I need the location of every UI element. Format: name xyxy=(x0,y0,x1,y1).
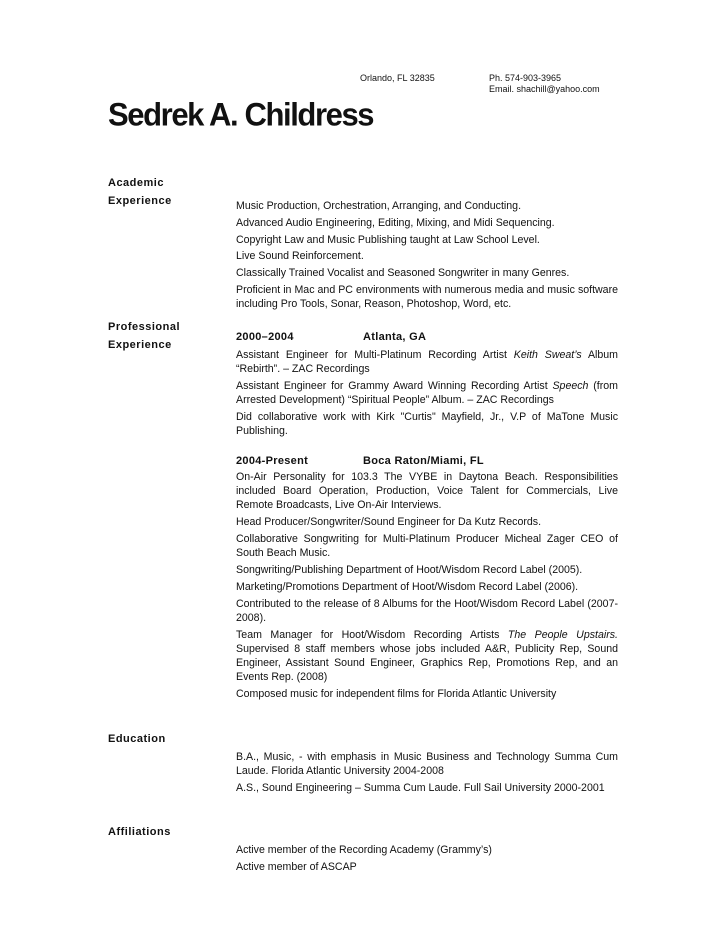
list-item: Marketing/Promotions Department of Hoot/Wisdom Record Label (2006). xyxy=(236,581,579,593)
list-item: Proficient in Mac and PC environments with numerous media and music software including Pro Tools, Sonar, Reason, Photoshop, Word, etc. xyxy=(236,284,618,310)
phone: Ph. 574-903-3965 xyxy=(489,73,562,83)
list-item: Music Production, Orchestration, Arranging, and Conducting. xyxy=(236,200,522,212)
list-item: Songwriting/Publishing Department of Hoot/Wisdom Record Label (2005). xyxy=(236,564,583,576)
job-heading xyxy=(236,454,618,468)
section-label-professional: Professional Experience xyxy=(108,321,181,351)
list-item: Active member of the Recording Academy (Grammy’s) xyxy=(236,844,492,856)
list-item: Team Manager for Hoot/Wisdom Recording Artists The People Upstairs. Supervised 8 staff members whose jobs included A&R, Publicity Rep, Sound Engineer, Assistant Sound Engineer, Graphics Rep, Promotions Rep, and an Events Rep. (2008) xyxy=(236,629,618,683)
list-item: Contributed to the release of 8 Albums for the Hoot/Wisdom Record Label (2007-2008). xyxy=(236,598,618,624)
job-heading xyxy=(236,330,618,344)
email: Email. shachill@yahoo.com xyxy=(489,84,600,94)
job-2000-2004 xyxy=(236,330,618,438)
education-list xyxy=(236,750,618,795)
list-item: Copyright Law and Music Publishing taught at Law School Level. xyxy=(236,234,540,246)
section-label-education: Education xyxy=(108,733,166,745)
job-2004-present xyxy=(236,454,618,701)
list-item: Active member of ASCAP xyxy=(236,861,357,873)
job-dates: 2004-Present xyxy=(236,455,309,467)
list-item: Assistant Engineer for Grammy Award Winning Recording Artist Speech (from Arrested Development) “Spiritual People” Album. – ZAC Recordings xyxy=(236,380,618,406)
section-label-academic: Academic Experience xyxy=(108,177,172,207)
list-item: Composed music for independent films for Florida Atlantic University xyxy=(236,688,557,700)
list-item: A.S., Sound Engineering – Summa Cum Laude. Full Sail University 2000-2001 xyxy=(236,782,605,794)
job-location: Atlanta, GA xyxy=(363,331,427,343)
list-item: Did collaborative work with Kirk "Curtis" Mayfield, Jr., V.P of MaTone Music Publishing. xyxy=(236,411,618,437)
list-item: On-Air Personality for 103.3 The VYBE in Daytona Beach. Responsibilities included Board Operation, Production, Voice Talent for Commercials, Live Remote Broadcasts, Live On-Air Interviews. xyxy=(236,471,618,511)
list-item: Classically Trained Vocalist and Seasoned Songwriter in many Genres. xyxy=(236,267,570,279)
list-item: Live Sound Reinforcement. xyxy=(236,250,364,262)
list-item: Head Producer/Songwriter/Sound Engineer for Da Kutz Records. xyxy=(236,516,542,528)
job-dates: 2000–2004 xyxy=(236,331,294,343)
job-location: Boca Raton/Miami, FL xyxy=(363,455,484,467)
list-item: Advanced Audio Engineering, Editing, Mixing, and Midi Sequencing. xyxy=(236,217,555,229)
academic-list xyxy=(236,199,618,311)
list-item: Collaborative Songwriting for Multi-Platinum Producer Micheal Zager CEO of South Beach Music. xyxy=(236,533,618,559)
address: Orlando, FL 32835 xyxy=(360,73,435,83)
section-label-affiliations: Affiliations xyxy=(108,826,171,838)
resume-name: Sedrek A. Childress xyxy=(108,96,374,133)
list-item: B.A., Music, - with emphasis in Music Business and Technology Summa Cum Laude. Florida Atlantic University 2004-2008 xyxy=(236,751,618,777)
affiliations-list xyxy=(236,843,618,874)
list-item: Assistant Engineer for Multi-Platinum Recording Artist Keith Sweat’s Album “Rebirth”. – ZAC Recordings xyxy=(236,349,618,375)
